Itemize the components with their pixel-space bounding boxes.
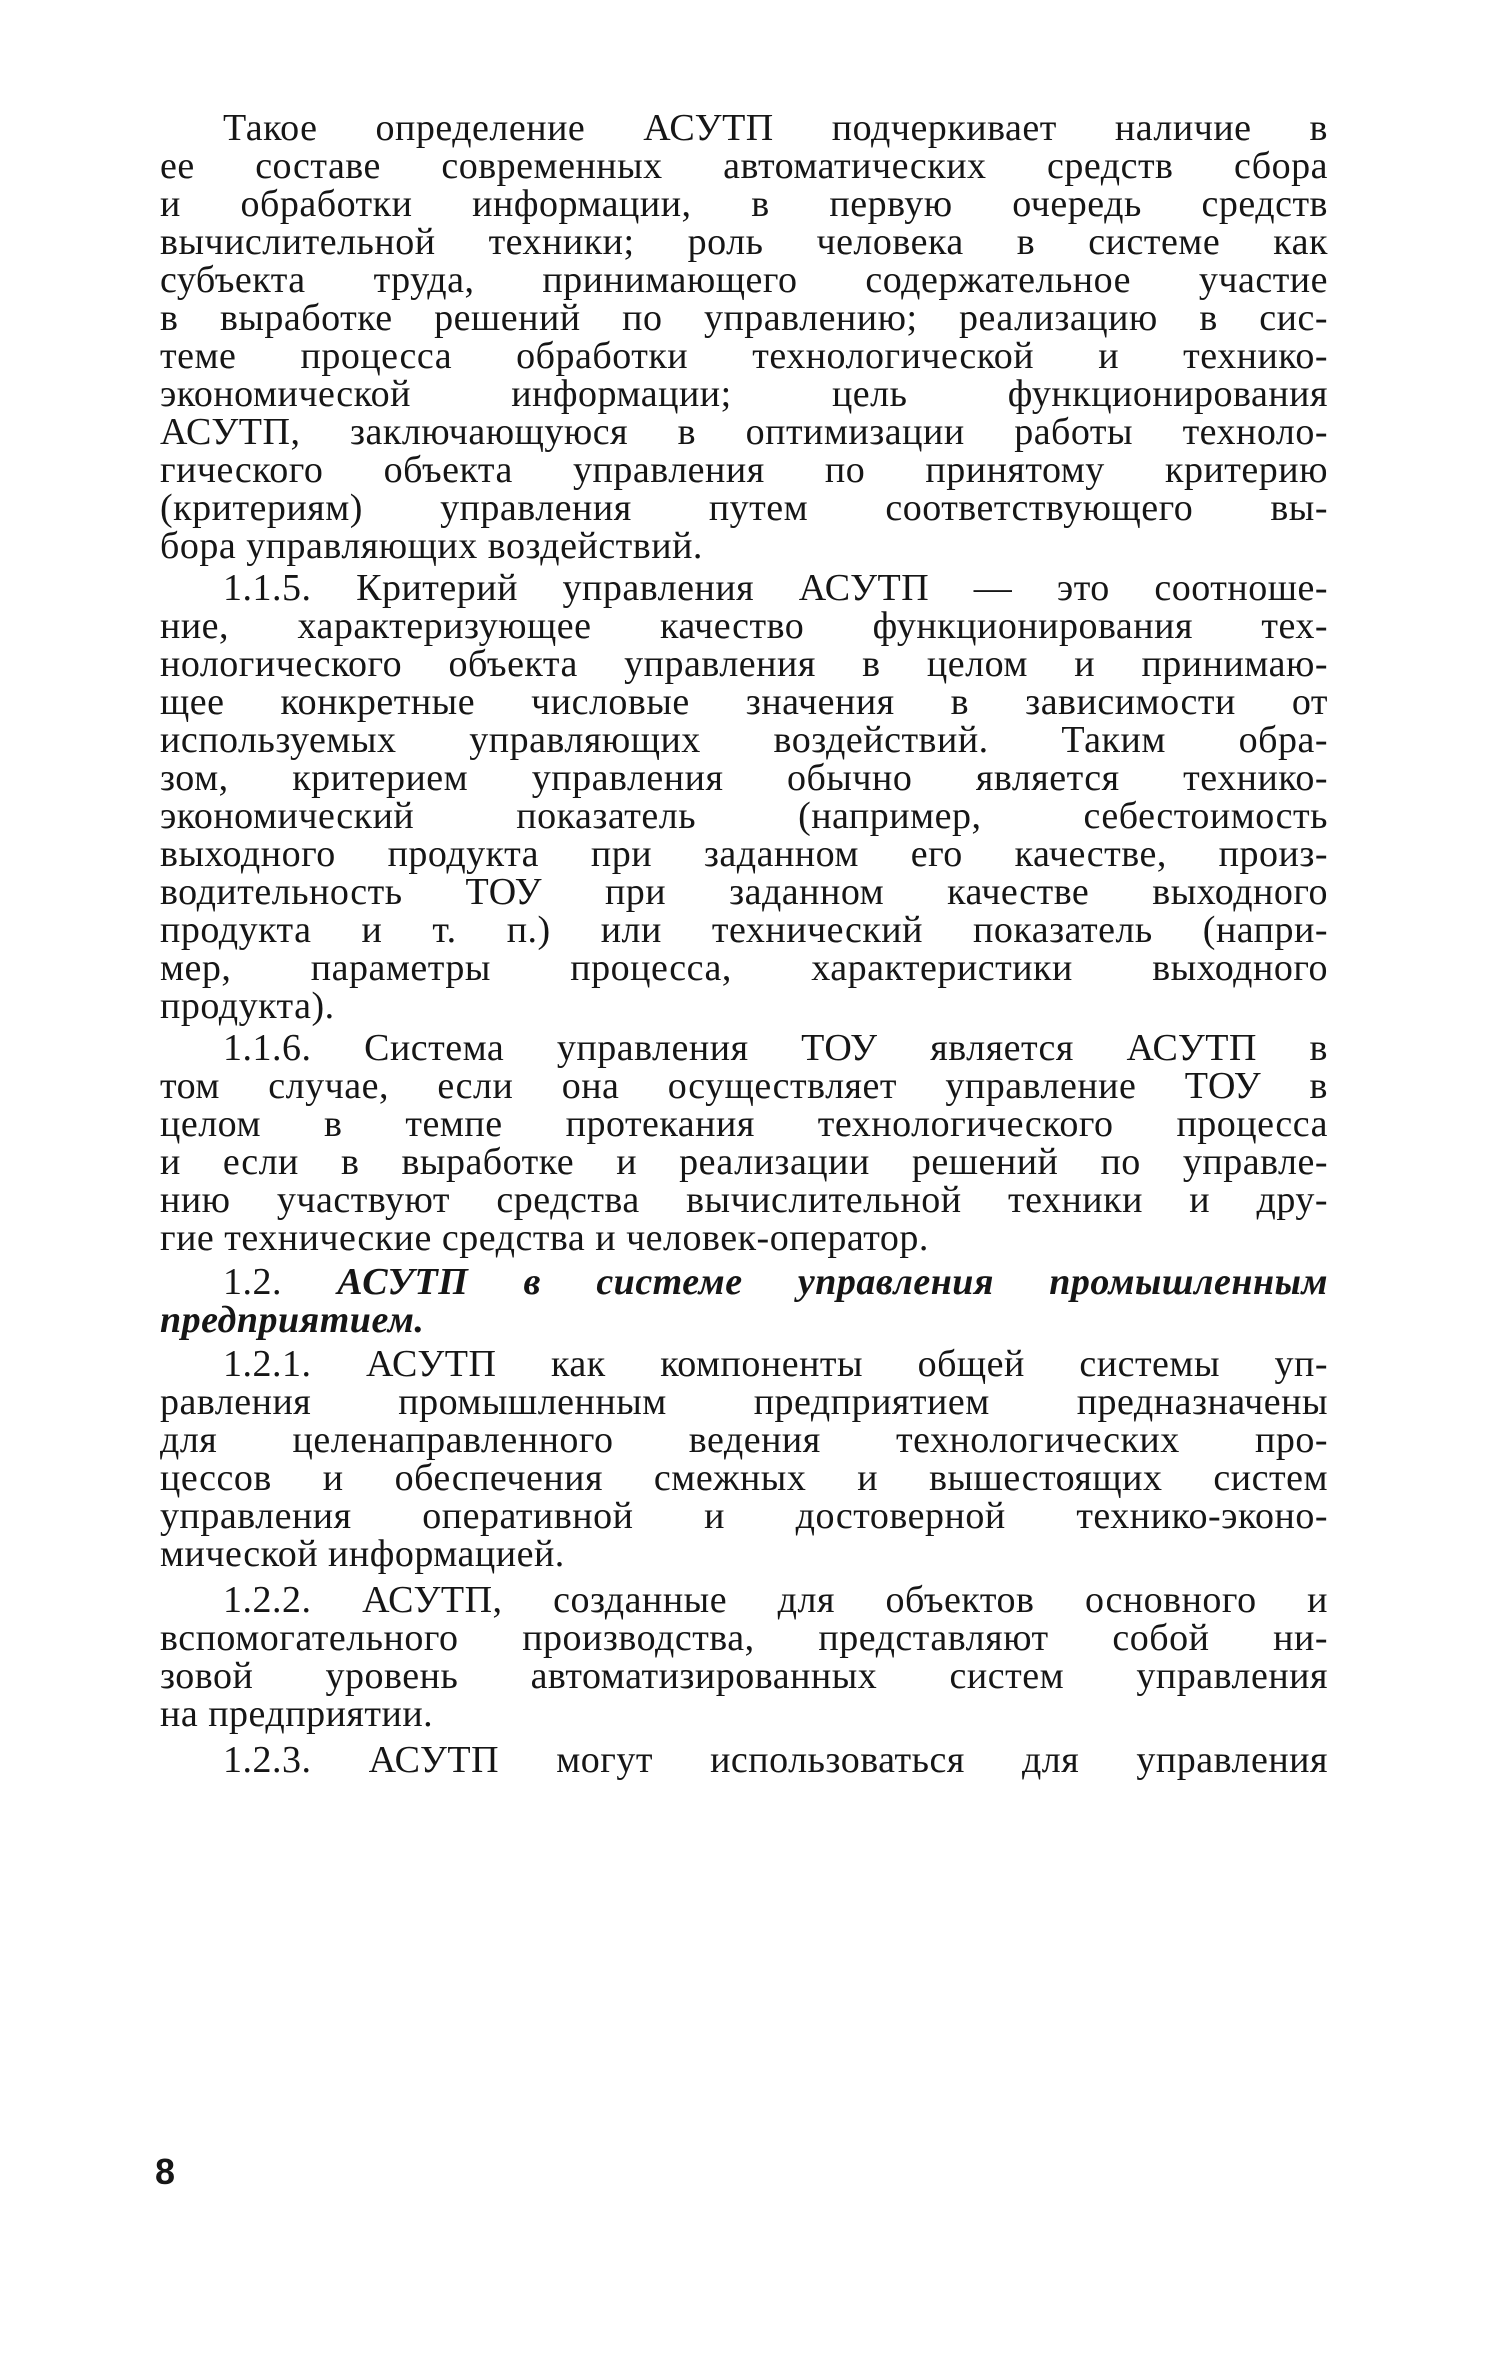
text-line: на предприятии. [160, 1693, 434, 1735]
text-line: управления оперативной и достоверной технико-эконо- [160, 1495, 1328, 1537]
text-line: ние, характеризующее качество функционирования тех- [160, 605, 1328, 647]
text-line: вычислительной техники; роль человека в системе как [160, 221, 1328, 263]
text-line: вспомогательного производства, представляют собой ни- [160, 1617, 1328, 1659]
text-line: субъекта труда, принимающего содержательное участие [160, 259, 1328, 301]
text-line: водительность ТОУ при заданном качестве выходного [160, 871, 1328, 913]
text-line: экономической информации; цель функционирования [160, 373, 1328, 415]
text-line: цессов и обеспечения смежных и вышестоящих систем [160, 1457, 1328, 1499]
text-line: для целенаправленного ведения технологических про- [160, 1419, 1328, 1461]
text-line: ее составе современных автоматических средств сбора [160, 145, 1328, 187]
text-line: и обработки информации, в первую очередь средств [160, 183, 1328, 225]
text-line: теме процесса обработки технологической и технико- [160, 335, 1328, 377]
text-line: гического объекта управления по принятому критерию [160, 449, 1328, 491]
section-number: 1.2. [223, 1261, 338, 1303]
text-line: экономический показатель (например, себестоимость [160, 795, 1328, 837]
section-title: АСУТП в системе управления промышленным [337, 1261, 1328, 1303]
text-line: Такое определение АСУТП подчеркивает наличие в [223, 107, 1328, 149]
text-line: мической информацией. [160, 1533, 565, 1575]
text-line: выходного продукта при заданном его качестве, произ- [160, 833, 1328, 875]
text-line: равления промышленным предприятием предназначены [160, 1381, 1328, 1423]
text-line: в выработке решений по управлению; реализацию в сис- [160, 297, 1328, 339]
text-line: щее конкретные числовые значения в зависимости от [160, 681, 1328, 723]
text-line: бора управляющих воздействий. [160, 525, 703, 567]
text-line: нию участвуют средства вычислительной техники и дру- [160, 1179, 1328, 1221]
text-line: 1.2.1. АСУТП как компоненты общей системы уп- [223, 1343, 1328, 1385]
text-line: 1.1.6. Система управления ТОУ является АСУТП в [223, 1027, 1328, 1069]
text-line: 1.2.3. АСУТП могут использоваться для управления [223, 1739, 1328, 1781]
page-number: 8 [155, 2151, 176, 2192]
text-line: гие технические средства и человек-оператор. [160, 1217, 929, 1259]
text-line: нологического объекта управления в целом и принимаю- [160, 643, 1328, 685]
text-line: том случае, если она осуществляет управление ТОУ в [160, 1065, 1328, 1107]
text-line: зовой уровень автоматизированных систем управления [160, 1655, 1328, 1697]
text-line: АСУТП, заключающуюся в оптимизации работы техноло- [160, 411, 1328, 453]
section-heading-continuation: предприятием. [160, 1299, 425, 1341]
text-line: используемых управляющих воздействий. Таким обра- [160, 719, 1328, 761]
text-line: 1.2.2. АСУТП, созданные для объектов основного и [223, 1579, 1328, 1621]
text-line: продукта). [160, 985, 335, 1027]
text-line: продукта и т. п.) или технический показатель (напри- [160, 909, 1328, 951]
text-line: и если в выработке и реализации решений по управле- [160, 1141, 1328, 1183]
text-line: мер, параметры процесса, характеристики выходного [160, 947, 1328, 989]
text-line: целом в темпе протекания технологического процесса [160, 1103, 1328, 1145]
text-line: 1.1.5. Критерий управления АСУТП — это соотноше- [223, 567, 1328, 609]
text-line: зом, критерием управления обычно является технико- [160, 757, 1328, 799]
text-line: (критериям) управления путем соответствующего вы- [160, 487, 1328, 529]
